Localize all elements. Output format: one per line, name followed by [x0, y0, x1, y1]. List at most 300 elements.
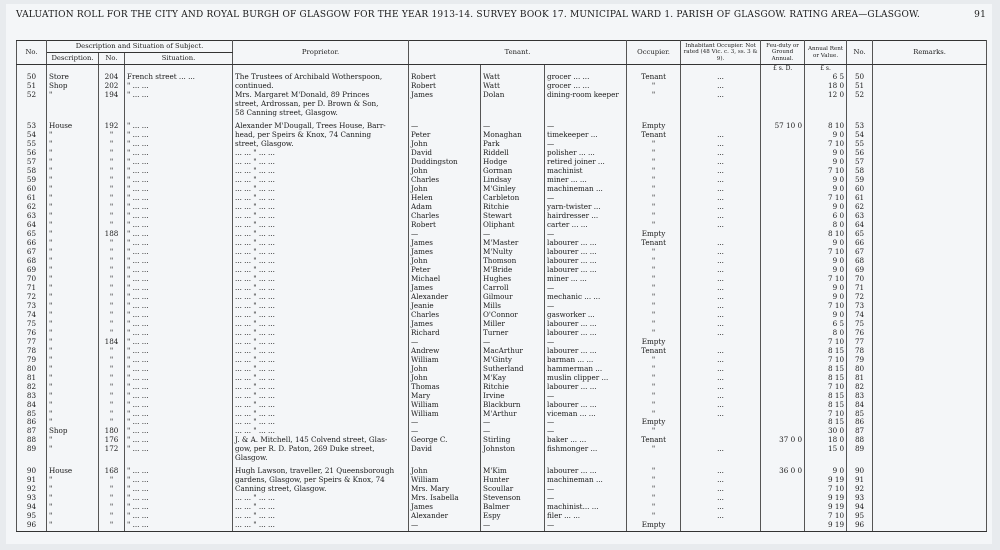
occupier-status: Tenant — [627, 239, 681, 248]
situation: " ... ... — [125, 427, 233, 436]
situation: " ... ... — [125, 463, 233, 476]
entry-number-right: 84 — [847, 401, 873, 410]
table-row — [17, 221, 987, 230]
occupier-status: " — [627, 512, 681, 521]
remarks — [873, 176, 987, 185]
table-row — [17, 82, 987, 91]
proprietor: ... ... " ... ... — [233, 212, 409, 221]
tenant-occupation: labourer ... ... — [545, 239, 627, 248]
entry-number: 58 — [17, 167, 47, 176]
situation: " ... ... — [125, 248, 233, 257]
tenant-surname: Stewart — [481, 212, 545, 221]
tenant-occupation: — — [545, 338, 627, 347]
entry-number: 90 — [17, 463, 47, 476]
occupier-status: Tenant — [627, 347, 681, 356]
inhabitant-occupier — [681, 427, 761, 436]
subject-description: " — [47, 320, 99, 329]
subject-description: " — [47, 230, 99, 239]
entry-number-right: 91 — [847, 476, 873, 485]
entry-number-right: 95 — [847, 512, 873, 521]
situation: " ... ... — [125, 284, 233, 293]
annual-rent: 9 0 — [805, 284, 847, 293]
tenant-surname: M'Kim — [481, 463, 545, 476]
inhabitant-occupier: ... — [681, 221, 761, 230]
feu-duty — [761, 284, 805, 293]
tenant-occupation: — — [545, 485, 627, 494]
feu-duty — [761, 311, 805, 320]
street-number: " — [99, 266, 125, 275]
tenant-surname: M'Kay — [481, 374, 545, 383]
entry-number: 85 — [17, 410, 47, 419]
remarks — [873, 418, 987, 427]
tenant-occupation: labourer ... ... — [545, 383, 627, 392]
inhabitant-occupier: ... — [681, 392, 761, 401]
table-row — [17, 347, 987, 356]
situation: French street ... ... — [125, 73, 233, 82]
street-number: " — [99, 383, 125, 392]
street-number: " — [99, 158, 125, 167]
entry-number-right: 64 — [847, 221, 873, 230]
subject-description: " — [47, 194, 99, 203]
subject-description: " — [47, 140, 99, 149]
proprietor: ... ... " ... ... — [233, 521, 409, 531]
remarks — [873, 239, 987, 248]
tenant-first-name: William — [409, 401, 481, 410]
remarks — [873, 109, 987, 118]
tenant-first-name: George C. — [409, 436, 481, 445]
annual-rent: 7 10 — [805, 248, 847, 257]
tenant-surname: Riddell — [481, 149, 545, 158]
feu-duty — [761, 445, 805, 454]
situation: " ... ... — [125, 185, 233, 194]
street-number: 188 — [99, 230, 125, 239]
tenant-first-name: — — [409, 521, 481, 531]
situation: " ... ... — [125, 266, 233, 275]
entry-number-right: 63 — [847, 212, 873, 221]
street-number — [99, 454, 125, 463]
tenant-surname: Monaghan — [481, 131, 545, 140]
remarks — [873, 82, 987, 91]
feu-duty — [761, 248, 805, 257]
inhabitant-occupier: ... — [681, 167, 761, 176]
inhabitant-occupier — [681, 230, 761, 239]
entry-number-right: 73 — [847, 302, 873, 311]
feu-duty — [761, 356, 805, 365]
table-row — [17, 445, 987, 454]
proprietor: street, Glasgow. — [233, 140, 409, 149]
remarks — [873, 284, 987, 293]
table-row — [17, 239, 987, 248]
situation: " ... ... — [125, 118, 233, 131]
inhabitant-occupier: ... — [681, 503, 761, 512]
entry-number: 80 — [17, 365, 47, 374]
situation: " ... ... — [125, 293, 233, 302]
annual-rent: 8 15 — [805, 418, 847, 427]
valuation-roll-page — [6, 4, 992, 544]
annual-rent: 7 10 — [805, 356, 847, 365]
occupier-status: " — [627, 257, 681, 266]
table-row — [17, 454, 987, 463]
subject-description: " — [47, 266, 99, 275]
entry-number: 67 — [17, 248, 47, 257]
entry-number-right: 96 — [847, 521, 873, 531]
table-row — [17, 275, 987, 284]
occupier-status: Tenant — [627, 131, 681, 140]
table-row — [17, 167, 987, 176]
tenant-first-name: David — [409, 445, 481, 454]
tenant-surname: Hughes — [481, 275, 545, 284]
occupier-status — [627, 454, 681, 463]
proprietor: ... ... " ... ... — [233, 149, 409, 158]
inhabitant-occupier: ... — [681, 374, 761, 383]
tenant-surname: M'Master — [481, 239, 545, 248]
page-header — [16, 10, 986, 24]
entry-number-right: 88 — [847, 436, 873, 445]
tenant-occupation: machineman ... — [545, 185, 627, 194]
situation: " ... ... — [125, 302, 233, 311]
inhabitant-occupier: ... — [681, 445, 761, 454]
entry-number: 65 — [17, 230, 47, 239]
remarks — [873, 463, 987, 476]
proprietor: ... ... " ... ... — [233, 221, 409, 230]
tenant-surname: — — [481, 521, 545, 531]
situation: " ... ... — [125, 374, 233, 383]
annual-rent: 7 10 — [805, 338, 847, 347]
tenant-first-name: Adam — [409, 203, 481, 212]
table-row — [17, 73, 987, 82]
situation: " ... ... — [125, 410, 233, 419]
inhabitant-occupier — [681, 338, 761, 347]
street-number: " — [99, 149, 125, 158]
col-tenant: Tenant. — [409, 41, 627, 65]
street-number: " — [99, 176, 125, 185]
proprietor: ... ... " ... ... — [233, 230, 409, 239]
tenant-first-name: Mrs. Mary — [409, 485, 481, 494]
street-number: " — [99, 320, 125, 329]
entry-number-right: 76 — [847, 329, 873, 338]
situation: " ... ... — [125, 203, 233, 212]
tenant-surname: Hunter — [481, 476, 545, 485]
col-annual-rent: Annual Rent or Value. — [805, 41, 847, 65]
street-number: 194 — [99, 91, 125, 100]
tenant-first-name: Robert — [409, 82, 481, 91]
inhabitant-occupier: ... — [681, 329, 761, 338]
proprietor: ... ... " ... ... — [233, 392, 409, 401]
annual-rent: 9 0 — [805, 257, 847, 266]
currency-lsd: £ s. D. — [761, 65, 805, 74]
entry-number-right: 85 — [847, 410, 873, 419]
table-row — [17, 512, 987, 521]
remarks — [873, 212, 987, 221]
inhabitant-occupier: ... — [681, 131, 761, 140]
situation: " ... ... — [125, 275, 233, 284]
entry-number-right: 90 — [847, 463, 873, 476]
annual-rent: 12 0 — [805, 91, 847, 100]
entry-number: 52 — [17, 91, 47, 100]
tenant-first-name: William — [409, 476, 481, 485]
situation: " ... ... — [125, 320, 233, 329]
annual-rent: 9 0 — [805, 158, 847, 167]
proprietor: ... ... " ... ... — [233, 338, 409, 347]
occupier-status: " — [627, 248, 681, 257]
occupier-status: " — [627, 302, 681, 311]
tenant-first-name: John — [409, 140, 481, 149]
feu-duty — [761, 329, 805, 338]
proprietor: Hugh Lawson, traveller, 21 Queensborough — [233, 463, 409, 476]
occupier-status: " — [627, 266, 681, 275]
entry-number-right: 81 — [847, 374, 873, 383]
proprietor: ... ... " ... ... — [233, 167, 409, 176]
tenant-surname: Ritchie — [481, 383, 545, 392]
tenant-first-name: Alexander — [409, 293, 481, 302]
inhabitant-occupier: ... — [681, 185, 761, 194]
entry-number-right: 52 — [847, 91, 873, 100]
subject-description: " — [47, 374, 99, 383]
tenant-occupation: muslin clipper ... — [545, 374, 627, 383]
subject-description: " — [47, 257, 99, 266]
tenant-first-name: Mrs. Isabella — [409, 494, 481, 503]
entry-number-right: 94 — [847, 503, 873, 512]
entry-number: 79 — [17, 356, 47, 365]
occupier-status — [627, 100, 681, 109]
proprietor: ... ... " ... ... — [233, 329, 409, 338]
tenant-first-name: John — [409, 463, 481, 476]
inhabitant-occupier: ... — [681, 347, 761, 356]
tenant-first-name: Charles — [409, 311, 481, 320]
col-description-group: Description and Situation of Subject. — [47, 41, 233, 53]
subject-description: " — [47, 248, 99, 257]
table-row — [17, 320, 987, 329]
tenant-occupation: baker ... ... — [545, 436, 627, 445]
proprietor: gow, per R. D. Paton, 269 Duke street, — [233, 445, 409, 454]
proprietor: 58 Canning street, Glasgow. — [233, 109, 409, 118]
tenant-first-name: James — [409, 239, 481, 248]
tenant-occupation: labourer ... ... — [545, 257, 627, 266]
street-number: " — [99, 410, 125, 419]
tenant-occupation: filer ... ... — [545, 512, 627, 521]
valuation-table — [16, 40, 987, 532]
feu-duty — [761, 476, 805, 485]
remarks — [873, 454, 987, 463]
proprietor: ... ... " ... ... — [233, 410, 409, 419]
tenant-occupation: miner ... ... — [545, 275, 627, 284]
subject-description: " — [47, 167, 99, 176]
entry-number: 96 — [17, 521, 47, 531]
inhabitant-occupier: ... — [681, 73, 761, 82]
annual-rent: 7 10 — [805, 194, 847, 203]
tenant-occupation: labourer ... ... — [545, 347, 627, 356]
street-number: " — [99, 284, 125, 293]
subject-description: " — [47, 365, 99, 374]
proprietor: ... ... " ... ... — [233, 158, 409, 167]
feu-duty — [761, 338, 805, 347]
street-number: " — [99, 185, 125, 194]
table-row — [17, 436, 987, 445]
tenant-surname: Gilmour — [481, 293, 545, 302]
street-number: " — [99, 194, 125, 203]
entry-number: 54 — [17, 131, 47, 140]
occupier-status: " — [627, 149, 681, 158]
tenant-surname: Sutherland — [481, 365, 545, 374]
entry-number-right: 51 — [847, 82, 873, 91]
inhabitant-occupier: ... — [681, 212, 761, 221]
tenant-surname: Thomson — [481, 257, 545, 266]
subject-description: " — [47, 239, 99, 248]
entry-number-right: 77 — [847, 338, 873, 347]
annual-rent: 7 10 — [805, 275, 847, 284]
tenant-surname: Scoullar — [481, 485, 545, 494]
feu-duty — [761, 167, 805, 176]
tenant-first-name — [409, 109, 481, 118]
remarks — [873, 503, 987, 512]
tenant-first-name: — — [409, 427, 481, 436]
proprietor: continued. — [233, 82, 409, 91]
tenant-occupation: — — [545, 418, 627, 427]
remarks — [873, 266, 987, 275]
entry-number: 59 — [17, 176, 47, 185]
table-row — [17, 521, 987, 531]
entry-number-right: 74 — [847, 311, 873, 320]
tenant-surname: Park — [481, 140, 545, 149]
inhabitant-occupier: ... — [681, 158, 761, 167]
subject-description: " — [47, 445, 99, 454]
situation: " ... ... — [125, 436, 233, 445]
tenant-occupation: grocer ... ... — [545, 73, 627, 82]
entry-number: 68 — [17, 257, 47, 266]
currency-ls: £ s. — [805, 65, 847, 74]
situation: " ... ... — [125, 329, 233, 338]
situation: " ... ... — [125, 158, 233, 167]
tenant-occupation: machinist... ... — [545, 503, 627, 512]
inhabitant-occupier: ... — [681, 365, 761, 374]
street-number: 176 — [99, 436, 125, 445]
remarks — [873, 401, 987, 410]
annual-rent: 6 0 — [805, 212, 847, 221]
street-number — [99, 100, 125, 109]
tenant-surname: Carbleton — [481, 194, 545, 203]
col-description: Description. — [47, 53, 99, 65]
proprietor: ... ... " ... ... — [233, 401, 409, 410]
occupier-status: " — [627, 185, 681, 194]
proprietor: J. & A. Mitchell, 145 Colvend street, Glas- — [233, 436, 409, 445]
entry-number: 69 — [17, 266, 47, 275]
tenant-occupation: polisher ... ... — [545, 149, 627, 158]
remarks — [873, 436, 987, 445]
subject-description: " — [47, 212, 99, 221]
tenant-first-name: Robert — [409, 221, 481, 230]
annual-rent: 7 10 — [805, 410, 847, 419]
tenant-surname: M'Nulty — [481, 248, 545, 257]
tenant-surname: Johnston — [481, 445, 545, 454]
entry-number: 87 — [17, 427, 47, 436]
inhabitant-occupier — [681, 118, 761, 131]
feu-duty — [761, 293, 805, 302]
occupier-status: " — [627, 293, 681, 302]
occupier-status: Empty — [627, 418, 681, 427]
tenant-first-name: Thomas — [409, 383, 481, 392]
street-number: " — [99, 485, 125, 494]
occupier-status: Tenant — [627, 73, 681, 82]
entry-number-right: 60 — [847, 185, 873, 194]
entry-number-right: 87 — [847, 427, 873, 436]
occupier-status: " — [627, 365, 681, 374]
proprietor: ... ... " ... ... — [233, 418, 409, 427]
annual-rent: 7 10 — [805, 140, 847, 149]
feu-duty: 37 0 0 — [761, 436, 805, 445]
tenant-surname: Lindsay — [481, 176, 545, 185]
annual-rent — [805, 109, 847, 118]
inhabitant-occupier: ... — [681, 311, 761, 320]
feu-duty — [761, 347, 805, 356]
street-number: " — [99, 275, 125, 284]
tenant-first-name: Helen — [409, 194, 481, 203]
situation: " ... ... — [125, 140, 233, 149]
occupier-status: " — [627, 356, 681, 365]
street-number: " — [99, 494, 125, 503]
remarks — [873, 427, 987, 436]
subject-description: " — [47, 185, 99, 194]
tenant-first-name: — — [409, 118, 481, 131]
situation: " ... ... — [125, 503, 233, 512]
tenant-occupation: labourer ... ... — [545, 329, 627, 338]
remarks — [873, 374, 987, 383]
entry-number-right: 57 — [847, 158, 873, 167]
feu-duty — [761, 257, 805, 266]
subject-description: " — [47, 512, 99, 521]
occupier-status: " — [627, 194, 681, 203]
annual-rent: 8 15 — [805, 374, 847, 383]
proprietor: ... ... " ... ... — [233, 320, 409, 329]
annual-rent: 9 0 — [805, 149, 847, 158]
feu-duty — [761, 302, 805, 311]
entry-number-right: 89 — [847, 445, 873, 454]
entry-number: 83 — [17, 392, 47, 401]
entry-number-right: 71 — [847, 284, 873, 293]
entry-number: 75 — [17, 320, 47, 329]
inhabitant-occupier: ... — [681, 91, 761, 100]
tenant-occupation: labourer ... ... — [545, 401, 627, 410]
annual-rent: 9 0 — [805, 463, 847, 476]
annual-rent: 6 5 — [805, 73, 847, 82]
table-row — [17, 329, 987, 338]
tenant-occupation: mechanic ... ... — [545, 293, 627, 302]
remarks — [873, 320, 987, 329]
tenant-first-name — [409, 454, 481, 463]
entry-number: 91 — [17, 476, 47, 485]
entry-number-right: 53 — [847, 118, 873, 131]
inhabitant-occupier: ... — [681, 320, 761, 329]
subject-description: " — [47, 436, 99, 445]
entry-number-right: 75 — [847, 320, 873, 329]
proprietor: ... ... " ... ... — [233, 365, 409, 374]
subject-description: " — [47, 284, 99, 293]
tenant-first-name — [409, 100, 481, 109]
tenant-surname: Irvine — [481, 392, 545, 401]
occupier-status: " — [627, 275, 681, 284]
remarks — [873, 158, 987, 167]
entry-number-right: 70 — [847, 275, 873, 284]
table-row — [17, 401, 987, 410]
tenant-occupation: machineman ... — [545, 476, 627, 485]
entry-number: 94 — [17, 503, 47, 512]
street-number: " — [99, 392, 125, 401]
subject-description: " — [47, 383, 99, 392]
subject-description: " — [47, 418, 99, 427]
inhabitant-occupier: ... — [681, 401, 761, 410]
inhabitant-occupier: ... — [681, 248, 761, 257]
street-number: 172 — [99, 445, 125, 454]
proprietor: ... ... " ... ... — [233, 347, 409, 356]
